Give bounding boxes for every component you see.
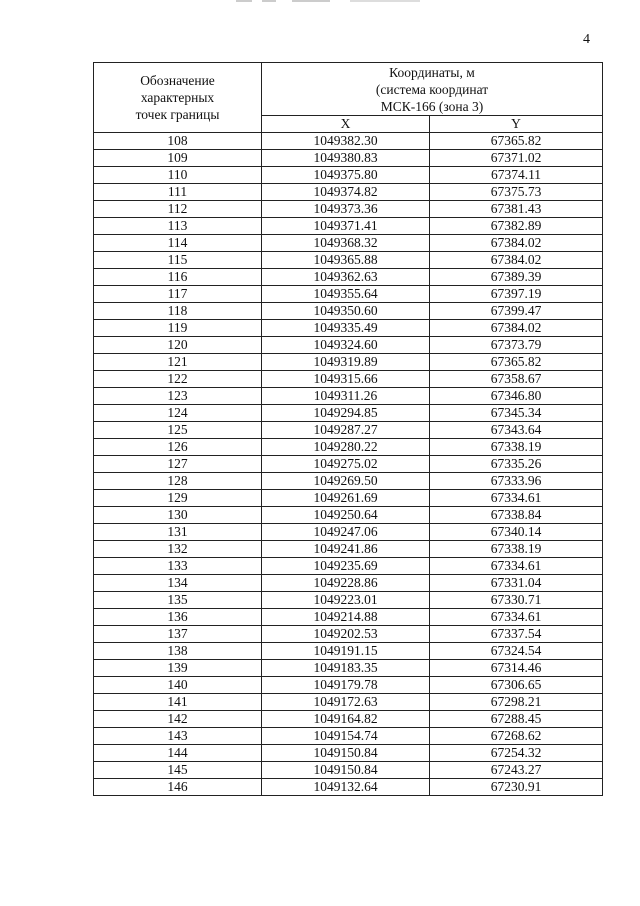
y-coordinate-cell: 67330.71 [430, 592, 603, 609]
x-coordinate-cell: 1049373.36 [262, 201, 430, 218]
y-coordinate-cell: 67365.82 [430, 133, 603, 150]
point-id-cell: 112 [94, 201, 262, 218]
table-row [94, 507, 603, 524]
y-coordinate-cell: 67384.02 [430, 320, 603, 337]
point-id-cell: 140 [94, 677, 262, 694]
y-coordinate-cell: 67338.84 [430, 507, 603, 524]
y-coordinate-cell: 67334.61 [430, 490, 603, 507]
table-row [94, 694, 603, 711]
x-coordinate-cell: 1049355.64 [262, 286, 430, 303]
y-coordinate-cell: 67288.45 [430, 711, 603, 728]
y-coordinate-cell: 67337.54 [430, 626, 603, 643]
header-point-line: точек границы [135, 107, 220, 122]
point-id-cell: 125 [94, 422, 262, 439]
point-id-cell: 119 [94, 320, 262, 337]
x-coordinate-cell: 1049380.83 [262, 150, 430, 167]
header-x: X [262, 116, 430, 133]
point-id-cell: 127 [94, 456, 262, 473]
point-id-cell: 141 [94, 694, 262, 711]
y-coordinate-cell: 67365.82 [430, 354, 603, 371]
table-row [94, 405, 603, 422]
point-id-cell: 145 [94, 762, 262, 779]
table-row [94, 541, 603, 558]
point-id-cell: 136 [94, 609, 262, 626]
x-coordinate-cell: 1049275.02 [262, 456, 430, 473]
table-row [94, 660, 603, 677]
table-row [94, 269, 603, 286]
point-id-cell: 138 [94, 643, 262, 660]
x-coordinate-cell: 1049223.01 [262, 592, 430, 609]
y-coordinate-cell: 67374.11 [430, 167, 603, 184]
point-id-cell: 130 [94, 507, 262, 524]
x-coordinate-cell: 1049374.82 [262, 184, 430, 201]
table-row [94, 575, 603, 592]
y-coordinate-cell: 67371.02 [430, 150, 603, 167]
point-id-cell: 126 [94, 439, 262, 456]
x-coordinate-cell: 1049269.50 [262, 473, 430, 490]
point-id-cell: 143 [94, 728, 262, 745]
header-point-line: Обозначение [140, 73, 215, 88]
y-coordinate-cell: 67346.80 [430, 388, 603, 405]
table-row [94, 201, 603, 218]
table-row [94, 286, 603, 303]
table-row [94, 558, 603, 575]
y-coordinate-cell: 67384.02 [430, 252, 603, 269]
table-row [94, 473, 603, 490]
point-id-cell: 117 [94, 286, 262, 303]
table-row [94, 745, 603, 762]
y-coordinate-cell: 67381.43 [430, 201, 603, 218]
point-id-cell: 131 [94, 524, 262, 541]
header-coordinates [262, 63, 603, 116]
y-coordinate-cell: 67389.39 [430, 269, 603, 286]
x-coordinate-cell: 1049172.63 [262, 694, 430, 711]
header-coord-line: МСК-166 (зона 3) [380, 98, 484, 114]
point-id-cell: 120 [94, 337, 262, 354]
header-coord-line: (система координат [375, 81, 489, 97]
point-id-cell: 113 [94, 218, 262, 235]
x-coordinate-cell: 1049294.85 [262, 405, 430, 422]
x-coordinate-cell: 1049311.26 [262, 388, 430, 405]
x-coordinate-cell: 1049191.15 [262, 643, 430, 660]
point-id-cell: 110 [94, 167, 262, 184]
scan-edge-marks [0, 0, 640, 8]
x-coordinate-cell: 1049202.53 [262, 626, 430, 643]
table-row [94, 218, 603, 235]
point-id-cell: 109 [94, 150, 262, 167]
table-row [94, 456, 603, 473]
table-row [94, 490, 603, 507]
x-coordinate-cell: 1049375.80 [262, 167, 430, 184]
table-row [94, 439, 603, 456]
table-row [94, 677, 603, 694]
y-coordinate-cell: 67335.26 [430, 456, 603, 473]
point-id-cell: 114 [94, 235, 262, 252]
point-id-cell: 115 [94, 252, 262, 269]
y-coordinate-cell: 67343.64 [430, 422, 603, 439]
table-row [94, 609, 603, 626]
y-coordinate-cell: 67298.21 [430, 694, 603, 711]
point-id-cell: 137 [94, 626, 262, 643]
y-coordinate-cell: 67358.67 [430, 371, 603, 388]
x-coordinate-cell: 1049280.22 [262, 439, 430, 456]
page-number: 4 [583, 32, 590, 47]
y-coordinate-cell: 67397.19 [430, 286, 603, 303]
table-row [94, 371, 603, 388]
y-coordinate-cell: 67254.32 [430, 745, 603, 762]
table-body [94, 133, 603, 796]
table-row [94, 252, 603, 269]
point-id-cell: 128 [94, 473, 262, 490]
point-id-cell: 139 [94, 660, 262, 677]
x-coordinate-cell: 1049371.41 [262, 218, 430, 235]
y-coordinate-cell: 67331.04 [430, 575, 603, 592]
table-row [94, 388, 603, 405]
table-row [94, 422, 603, 439]
table-row [94, 643, 603, 660]
x-coordinate-cell: 1049287.27 [262, 422, 430, 439]
y-coordinate-cell: 67373.79 [430, 337, 603, 354]
x-coordinate-cell: 1049350.60 [262, 303, 430, 320]
table-row [94, 303, 603, 320]
x-coordinate-cell: 1049132.64 [262, 779, 430, 796]
y-coordinate-cell: 67340.14 [430, 524, 603, 541]
x-coordinate-cell: 1049365.88 [262, 252, 430, 269]
y-coordinate-cell: 67375.73 [430, 184, 603, 201]
table-row [94, 184, 603, 201]
table-row [94, 235, 603, 252]
x-coordinate-cell: 1049150.84 [262, 762, 430, 779]
header-point-line: характерных [140, 90, 215, 105]
point-id-cell: 129 [94, 490, 262, 507]
point-id-cell: 132 [94, 541, 262, 558]
y-coordinate-cell: 67382.89 [430, 218, 603, 235]
table-row [94, 524, 603, 541]
x-coordinate-cell: 1049335.49 [262, 320, 430, 337]
table-row [94, 779, 603, 796]
point-id-cell: 116 [94, 269, 262, 286]
x-coordinate-cell: 1049368.32 [262, 235, 430, 252]
y-coordinate-cell: 67334.61 [430, 558, 603, 575]
table-row [94, 167, 603, 184]
table-row [94, 354, 603, 371]
x-coordinate-cell: 1049154.74 [262, 728, 430, 745]
point-id-cell: 142 [94, 711, 262, 728]
table-row [94, 592, 603, 609]
x-coordinate-cell: 1049183.35 [262, 660, 430, 677]
x-coordinate-cell: 1049362.63 [262, 269, 430, 286]
y-coordinate-cell: 67268.62 [430, 728, 603, 745]
y-coordinate-cell: 67324.54 [430, 643, 603, 660]
header-y: Y [430, 116, 603, 133]
table-row [94, 626, 603, 643]
y-coordinate-cell: 67345.34 [430, 405, 603, 422]
point-id-cell: 133 [94, 558, 262, 575]
table-row [94, 762, 603, 779]
x-coordinate-cell: 1049214.88 [262, 609, 430, 626]
table-row [94, 728, 603, 745]
point-id-cell: 122 [94, 371, 262, 388]
x-coordinate-cell: 1049235.69 [262, 558, 430, 575]
y-coordinate-cell: 67338.19 [430, 541, 603, 558]
point-id-cell: 118 [94, 303, 262, 320]
header-coord-line: Координаты, м [389, 64, 475, 80]
x-coordinate-cell: 1049179.78 [262, 677, 430, 694]
y-coordinate-cell: 67338.19 [430, 439, 603, 456]
x-coordinate-cell: 1049247.06 [262, 524, 430, 541]
x-coordinate-cell: 1049250.64 [262, 507, 430, 524]
x-coordinate-cell: 1049319.89 [262, 354, 430, 371]
x-coordinate-cell: 1049261.69 [262, 490, 430, 507]
point-id-cell: 108 [94, 133, 262, 150]
boundary-coordinates-table [93, 62, 603, 796]
y-coordinate-cell: 67333.96 [430, 473, 603, 490]
point-id-cell: 135 [94, 592, 262, 609]
y-coordinate-cell: 67334.61 [430, 609, 603, 626]
point-id-cell: 146 [94, 779, 262, 796]
point-id-cell: 121 [94, 354, 262, 371]
x-coordinate-cell: 1049241.86 [262, 541, 430, 558]
y-coordinate-cell: 67243.27 [430, 762, 603, 779]
point-id-cell: 134 [94, 575, 262, 592]
x-coordinate-cell: 1049150.84 [262, 745, 430, 762]
header-boundary-points [94, 63, 262, 133]
table-row [94, 711, 603, 728]
y-coordinate-cell: 67230.91 [430, 779, 603, 796]
table-row [94, 133, 603, 150]
point-id-cell: 111 [94, 184, 262, 201]
x-coordinate-cell: 1049324.60 [262, 337, 430, 354]
point-id-cell: 144 [94, 745, 262, 762]
y-coordinate-cell: 67399.47 [430, 303, 603, 320]
table-row [94, 150, 603, 167]
point-id-cell: 124 [94, 405, 262, 422]
x-coordinate-cell: 1049228.86 [262, 575, 430, 592]
y-coordinate-cell: 67384.02 [430, 235, 603, 252]
x-coordinate-cell: 1049164.82 [262, 711, 430, 728]
x-coordinate-cell: 1049382.30 [262, 133, 430, 150]
table-row [94, 320, 603, 337]
table-row [94, 337, 603, 354]
x-coordinate-cell: 1049315.66 [262, 371, 430, 388]
point-id-cell: 123 [94, 388, 262, 405]
y-coordinate-cell: 67314.46 [430, 660, 603, 677]
y-coordinate-cell: 67306.65 [430, 677, 603, 694]
